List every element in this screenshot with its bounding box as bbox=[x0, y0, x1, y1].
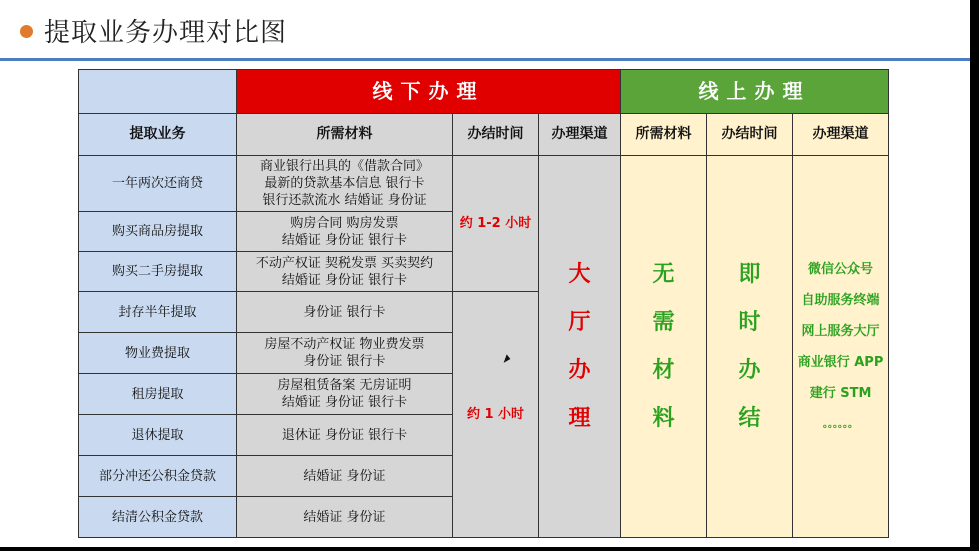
materials-cell: 购房合同 购房发票 结婚证 身份证 银行卡 bbox=[237, 212, 453, 252]
online-channels-cell bbox=[793, 156, 889, 538]
offline-channel-cell: 大 厅 办 理 bbox=[539, 156, 621, 538]
online-time-header: 办结时间 bbox=[707, 114, 793, 156]
title-divider bbox=[0, 58, 970, 61]
business-name: 租房提取 bbox=[79, 374, 237, 415]
materials-cell: 结婚证 身份证 bbox=[237, 497, 453, 538]
online-time-cell: 即 时 办 结 bbox=[707, 156, 793, 538]
materials-cell: 商业银行出具的《借款合同》 最新的贷款基本信息 银行卡 银行还款流水 结婚证 身份证 bbox=[237, 156, 453, 212]
offline-header: 线下办理 bbox=[237, 70, 621, 114]
online-channel-header: 办理渠道 bbox=[793, 114, 889, 156]
channel-bank-app: 商业银行 APP bbox=[797, 354, 884, 370]
offline-time-group-2: 约 1 小时 bbox=[453, 292, 539, 538]
business-name: 购买二手房提取 bbox=[79, 252, 237, 292]
business-name: 部分冲还公积金贷款 bbox=[79, 456, 237, 497]
online-materials-header: 所需材料 bbox=[621, 114, 707, 156]
business-name: 购买商品房提取 bbox=[79, 212, 237, 252]
offline-materials-header: 所需材料 bbox=[237, 114, 453, 156]
online-header: 线上办理 bbox=[621, 70, 889, 114]
business-name: 封存半年提取 bbox=[79, 292, 237, 333]
materials-cell: 房屋不动产权证 物业费发票 身份证 银行卡 bbox=[237, 333, 453, 374]
channel-wechat: 微信公众号 bbox=[808, 261, 874, 277]
business-header: 提取业务 bbox=[79, 114, 237, 156]
offline-time-header: 办结时间 bbox=[453, 114, 539, 156]
materials-cell: 结婚证 身份证 bbox=[237, 456, 453, 497]
channel-self-service: 自助服务终端 bbox=[801, 292, 880, 308]
title-bullet-icon bbox=[20, 25, 33, 38]
channel-ccb-stm: 建行 STM bbox=[809, 385, 872, 401]
comparison-table bbox=[78, 69, 889, 538]
channel-more: 。。。。。。 bbox=[823, 418, 859, 430]
page-title: 提取业务办理对比图 bbox=[44, 18, 288, 48]
right-frame-edge bbox=[970, 0, 979, 551]
business-name: 一年两次还商贷 bbox=[79, 156, 237, 212]
materials-cell: 不动产权证 契税发票 买卖契约 结婚证 身份证 银行卡 bbox=[237, 252, 453, 292]
business-name: 退休提取 bbox=[79, 415, 237, 456]
offline-channel-header: 办理渠道 bbox=[539, 114, 621, 156]
bottom-frame-edge bbox=[0, 547, 979, 551]
online-materials-cell: 无 需 材 料 bbox=[621, 156, 707, 538]
materials-cell: 房屋租赁备案 无房证明 结婚证 身份证 银行卡 bbox=[237, 374, 453, 415]
offline-time-group-1: 约 1-2 小时 bbox=[453, 156, 539, 292]
table-row bbox=[79, 156, 889, 212]
channel-online-hall: 网上服务大厅 bbox=[801, 323, 880, 339]
materials-cell: 退休证 身份证 银行卡 bbox=[237, 415, 453, 456]
business-name: 结清公积金贷款 bbox=[79, 497, 237, 538]
business-name: 物业费提取 bbox=[79, 333, 237, 374]
materials-cell: 身份证 银行卡 bbox=[237, 292, 453, 333]
corner-cell bbox=[79, 70, 237, 114]
